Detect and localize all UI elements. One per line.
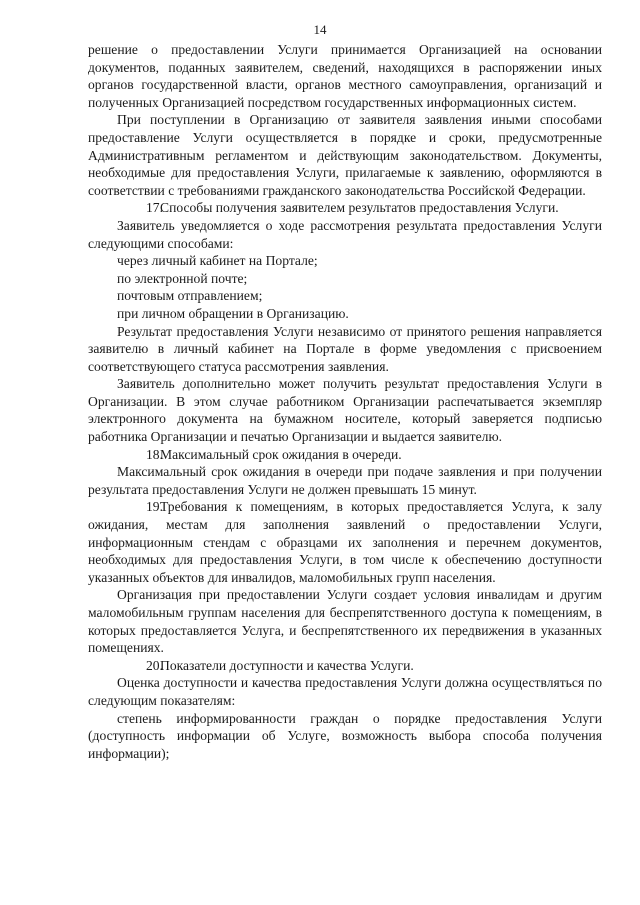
- section-17: [88, 199, 602, 217]
- section-18: [88, 446, 602, 464]
- paragraph: степень информированности граждан о порядке предоставления Услуги (доступность информации об Услуге, возможность выбора способа получения информации);: [88, 710, 602, 761]
- paragraph: Организация при предоставлении Услуги создает условия инвалидам и другим маломобильным группам населения для беспрепятственного доступа к помещениям, в которых предоставляется Услуга, и беспрепятственного их передвижения в указанных помещениях.: [88, 587, 602, 656]
- paragraph: Заявитель уведомляется о ходе рассмотрения результата предоставления Услуги следующими способами:: [88, 217, 602, 251]
- document-body: [88, 41, 602, 762]
- section-heading: Показатели доступности и качества Услуги.: [160, 657, 414, 673]
- list-item: почтовым отправлением;: [117, 288, 263, 304]
- section-20: [88, 657, 602, 675]
- section-number: 18.: [146, 446, 163, 462]
- section-heading: Способы получения заявителем результатов предоставления Услуги.: [160, 200, 559, 216]
- paragraph: При поступлении в Организацию от заявителя заявления иными способами предоставление Услуги осуществляется в порядке и сроки, предусмотренные Административным регламентом и действующим законодательством. Документы, необходимые для предоставления Услуги, прилагаемые к заявлению, оформляются в соответствии с требованиями гражданского законодательства Российской Федерации.: [88, 112, 602, 198]
- paragraph: Максимальный срок ожидания в очереди при подаче заявления и при получении результата предоставления Услуги не должен превышать 15 минут.: [88, 464, 602, 497]
- section-heading: Максимальный срок ожидания в очереди.: [160, 446, 402, 462]
- paragraph: Заявитель дополнительно может получить результат предоставления Услуги в Организации. В этом случае работником Организации распечатывается экземпляр электронного документа на бумажном носителе, который заверяется подписью работника Организации и печатью Организации и выдается заявителю.: [88, 376, 602, 445]
- page-number: 14: [313, 22, 327, 37]
- paragraph: решение о предоставлении Услуги принимается Организацией на основании документов, поданных заявителем, сведений, находящихся в распоряжении иных органов государственной власти, органов местного самоуправления, организаций и полученных Организацией посредством государственных информационных систем.: [88, 42, 602, 110]
- section-number: 17.: [146, 200, 163, 216]
- paragraph: Результат предоставления Услуги независимо от принятого решения направляется заявителю в личный кабинет на Портале в форме уведомления с присвоением соответствующего статуса рассмотрения заявления.: [88, 323, 602, 374]
- section-number: 19.: [146, 499, 163, 515]
- section-number: 20.: [146, 657, 163, 673]
- list-item: через личный кабинет на Портале;: [117, 253, 318, 269]
- section-heading: Требования к помещениям, в которых предоставляется Услуга, к залу ожидания, местам для заполнения заявлений о предоставлении Услуги, информационным стендам с образцами их заполнения и перечнем документов, необходимых для предоставления Услуги, в том числе к обеспечению доступности указанных объектов для инвалидов, маломобильных групп населения.: [88, 499, 602, 585]
- list-item: при личном обращении в Организацию.: [117, 305, 349, 321]
- list-item: по электронной почте;: [117, 270, 248, 286]
- paragraph: Оценка доступности и качества предоставления Услуги должна осуществляться по следующим показателям:: [88, 675, 602, 708]
- section-19: [88, 498, 602, 586]
